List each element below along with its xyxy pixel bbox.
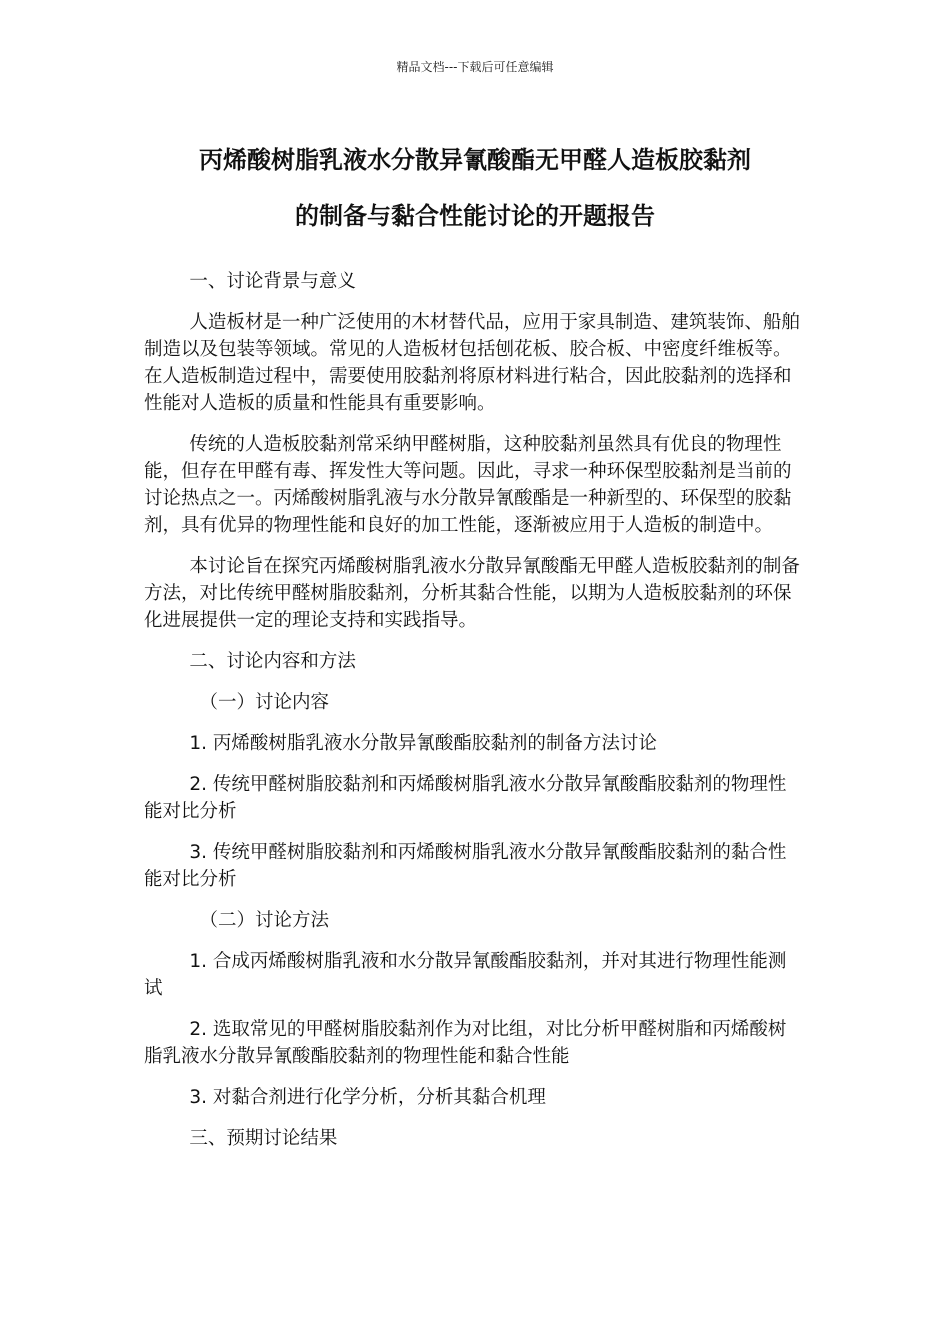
title-line-1: 丙烯酸树脂乳液水分散异氰酸酯无甲醛人造板胶黏剂 bbox=[199, 146, 751, 174]
content-item-2: 2. 传统甲醛树脂胶黏剂和丙烯酸树脂乳液水分散异氰酸酯胶黏剂的物理性能对比分析 bbox=[144, 774, 787, 822]
method-item-3: 3. 对黏合剂进行化学分析，分析其黏合机理 bbox=[189, 1087, 546, 1108]
content-item-3: 3. 传统甲醛树脂胶黏剂和丙烯酸树脂乳液水分散异氰酸酯胶黏剂的黏合性能对比分析 bbox=[144, 842, 787, 890]
method-item-1: 1. 合成丙烯酸树脂乳液和水分散异氰酸酯胶黏剂，并对其进行物理性能测试 bbox=[144, 951, 787, 999]
subheading-content: （一）讨论内容 bbox=[199, 692, 330, 713]
paragraph-background-2: 传统的人造板胶黏剂常采纳甲醛树脂，这种胶黏剂虽然具有优良的物理性能，但存在甲醛有毒、挥发性大等问题。因此，寻求一种环保型胶黏剂是当前的讨论热点之一。丙烯酸树脂乳液与水分散异氰酸酯是一种新型的、环保型的胶黏剂，具有优异的物理性能和良好的加工性能，逐渐被应用于人造板的制造中。 bbox=[144, 434, 792, 536]
document-title bbox=[90, 132, 860, 244]
section-heading-background: 一、讨论背景与意义 bbox=[189, 271, 356, 292]
title-line-2: 的制备与黏合性能讨论的开题报告 bbox=[295, 202, 655, 230]
paragraph-background-1: 人造板材是一种广泛使用的木材替代品，应用于家具制造、建筑装饰、船舶制造以及包装等领域。常见的人造板材包括刨花板、胶合板、中密度纤维板等。在人造板制造过程中，需要使用胶黏剂将原材料进行粘合，因此胶黏剂的选择和性能对人造板的质量和性能具有重要影响。 bbox=[144, 312, 800, 414]
section-heading-expected-results: 三、预期讨论结果 bbox=[189, 1128, 338, 1149]
content-item-1: 1. 丙烯酸树脂乳液水分散异氰酸酯胶黏剂的制备方法讨论 bbox=[189, 733, 657, 754]
document-body bbox=[144, 268, 802, 1166]
section-heading-content-method: 二、讨论内容和方法 bbox=[189, 651, 356, 672]
header-note: 精品文档---下载后可任意编辑 bbox=[396, 60, 554, 74]
paragraph-background-3: 本讨论旨在探究丙烯酸树脂乳液水分散异氰酸酯无甲醛人造板胶黏剂的制备方法，对比传统甲醛树脂胶黏剂，分析其黏合性能，以期为人造板胶黏剂的环保化进展提供一定的理论支持和实践指导。 bbox=[144, 556, 800, 631]
subheading-method: （二）讨论方法 bbox=[199, 910, 330, 931]
method-item-2: 2. 选取常见的甲醛树脂胶黏剂作为对比组，对比分析甲醛树脂和丙烯酸树脂乳液水分散异氰酸酯胶黏剂的物理性能和黏合性能 bbox=[144, 1019, 787, 1067]
